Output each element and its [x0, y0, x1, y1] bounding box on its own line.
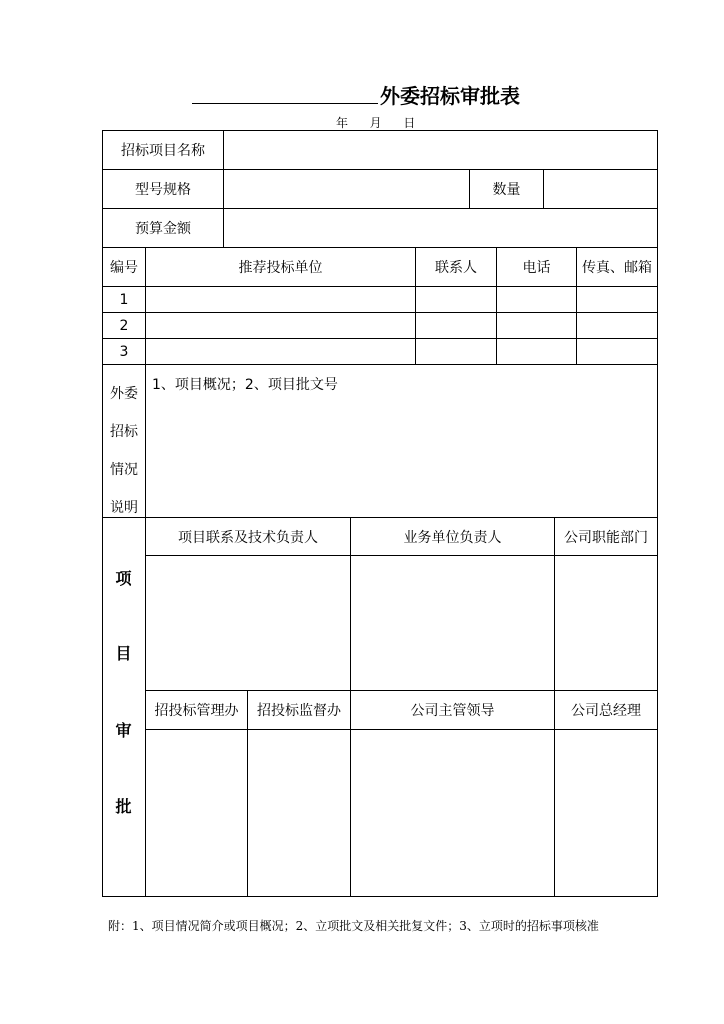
quantity-label: 数量 [492, 182, 521, 198]
row-divider [145, 729, 658, 730]
row-divider [102, 338, 658, 339]
header-bidding-mgmt: 招投标管理办 [154, 703, 239, 719]
quantity-field[interactable] [544, 170, 657, 208]
project-name-label: 招标项目名称 [121, 143, 205, 159]
date-line [336, 114, 415, 131]
form-border-right [657, 130, 658, 897]
budget-label: 预算金额 [135, 221, 191, 237]
row-divider [102, 286, 658, 287]
title-underline [192, 103, 378, 104]
date-day: 日 [403, 116, 416, 130]
approval-label-char: 目 [115, 644, 132, 663]
approval-label-char: 审 [115, 721, 132, 740]
header-tech-lead: 项目联系及技术负责人 [178, 529, 318, 546]
description-label-line: 说明 [110, 500, 138, 516]
budget-field[interactable] [224, 209, 657, 247]
header-fax-email: 传真、邮箱 [582, 260, 652, 276]
description-label-line: 招标 [110, 424, 138, 440]
header-bidder-unit: 推荐投标单位 [238, 260, 323, 276]
row-divider [102, 312, 658, 313]
description-label-line: 外委 [110, 386, 138, 402]
header-bidding-supervision: 招投标监督办 [257, 703, 341, 719]
approval-label-char: 项 [115, 569, 132, 588]
header-supervising-leader: 公司主管领导 [410, 703, 495, 719]
header-business-lead: 业务单位负责人 [403, 529, 502, 546]
row-divider [145, 555, 658, 556]
form-border-bottom [102, 896, 658, 897]
row-number: 2 [119, 317, 129, 334]
header-contact: 联系人 [435, 260, 477, 276]
row-number: 3 [119, 343, 129, 360]
header-phone: 电话 [522, 260, 551, 276]
date-year: 年 [336, 116, 349, 130]
row-number: 1 [119, 291, 129, 308]
description-label-line: 情况 [110, 462, 138, 478]
col-divider [145, 364, 146, 517]
page-title: 外委招标审批表 [380, 84, 520, 108]
header-functional-dept: 公司职能部门 [564, 529, 648, 546]
model-spec-label: 型号规格 [135, 182, 191, 198]
project-name-field[interactable] [224, 131, 657, 169]
description-label [103, 375, 145, 527]
row-divider [102, 364, 658, 365]
header-number: 编号 [110, 260, 138, 276]
description-content[interactable]: 1、项目概况；2、项目批文号 [152, 377, 338, 393]
header-general-manager: 公司总经理 [571, 703, 641, 719]
date-month: 月 [369, 116, 382, 130]
approval-form [102, 130, 658, 897]
model-spec-field[interactable] [224, 170, 469, 208]
footer-note: 附：1、项目情况简介或项目概况；2、立项批文及相关批复文件；3、立项时的招标事项核准 [108, 919, 599, 933]
approval-label-char: 批 [115, 797, 132, 816]
